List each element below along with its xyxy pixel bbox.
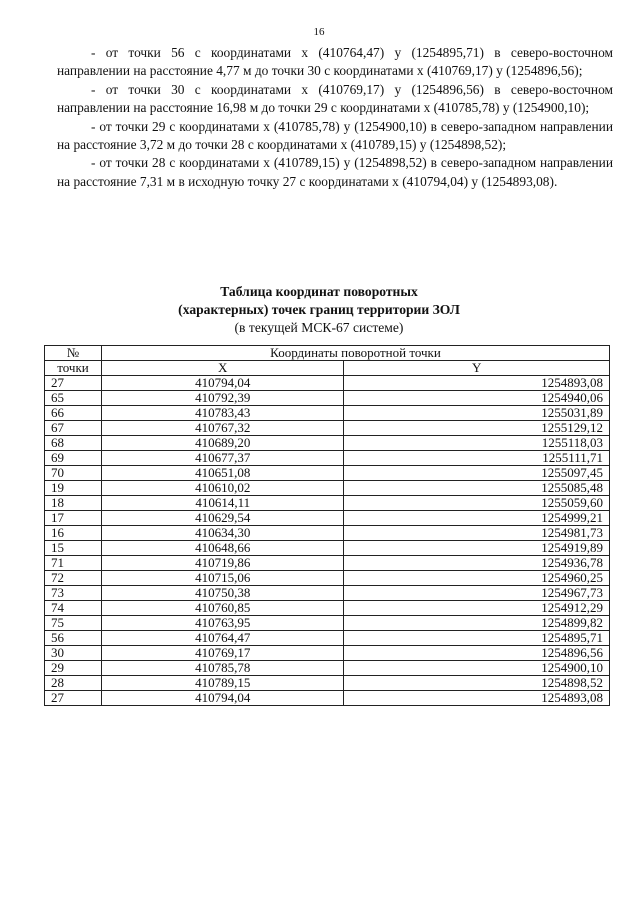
header-x: X bbox=[102, 361, 344, 376]
coordinates-table bbox=[44, 345, 610, 706]
table-row bbox=[45, 676, 610, 691]
x-coordinate-cell: 410677,37 bbox=[102, 451, 344, 466]
table-row bbox=[45, 511, 610, 526]
header-point-number-label: точки bbox=[45, 361, 102, 376]
x-coordinate-cell: 410614,11 bbox=[102, 496, 344, 511]
x-coordinate-cell: 410760,85 bbox=[102, 601, 344, 616]
x-coordinate-cell: 410789,15 bbox=[102, 676, 344, 691]
x-coordinate-cell: 410719,86 bbox=[102, 556, 344, 571]
y-coordinate-cell: 1254981,73 bbox=[344, 526, 610, 541]
y-coordinate-cell: 1254999,21 bbox=[344, 511, 610, 526]
x-coordinate-cell: 410792,39 bbox=[102, 391, 344, 406]
y-coordinate-cell: 1254960,25 bbox=[344, 571, 610, 586]
x-coordinate-cell: 410767,32 bbox=[102, 421, 344, 436]
table-title-line3: (в текущей МСК-67 системе) bbox=[234, 320, 404, 335]
y-coordinate-cell: 1254898,52 bbox=[344, 676, 610, 691]
x-coordinate-cell: 410651,08 bbox=[102, 466, 344, 481]
point-number-cell: 17 bbox=[45, 511, 102, 526]
y-coordinate-cell: 1255059,60 bbox=[344, 496, 610, 511]
y-coordinate-cell: 1254893,08 bbox=[344, 691, 610, 706]
point-number-cell: 71 bbox=[45, 556, 102, 571]
y-coordinate-cell: 1254899,82 bbox=[344, 616, 610, 631]
table-row bbox=[45, 436, 610, 451]
point-number-cell: 27 bbox=[45, 691, 102, 706]
table-row bbox=[45, 406, 610, 421]
y-coordinate-cell: 1254900,10 bbox=[344, 661, 610, 676]
table-title-line1: Таблица координат поворотных bbox=[220, 284, 418, 299]
point-number-cell: 67 bbox=[45, 421, 102, 436]
y-coordinate-cell: 1255031,89 bbox=[344, 406, 610, 421]
y-coordinate-cell: 1254893,08 bbox=[344, 376, 610, 391]
y-coordinate-cell: 1254912,29 bbox=[344, 601, 610, 616]
paragraph: - от точки 56 с координатами х (410764,47) у (1254895,71) в северо-восточном направлении на расстояние 4,77 м до точки 30 с координатами х (410769,17) у (1254896,56); bbox=[57, 45, 613, 79]
table-row bbox=[45, 376, 610, 391]
point-number-cell: 65 bbox=[45, 391, 102, 406]
x-coordinate-cell: 410794,04 bbox=[102, 691, 344, 706]
table-title bbox=[0, 283, 638, 337]
table-row bbox=[45, 631, 610, 646]
point-number-cell: 72 bbox=[45, 571, 102, 586]
y-coordinate-cell: 1254936,78 bbox=[344, 556, 610, 571]
point-number-cell: 74 bbox=[45, 601, 102, 616]
point-number-cell: 30 bbox=[45, 646, 102, 661]
table-header bbox=[45, 346, 610, 376]
y-coordinate-cell: 1255118,03 bbox=[344, 436, 610, 451]
y-coordinate-cell: 1255085,48 bbox=[344, 481, 610, 496]
table-row bbox=[45, 391, 610, 406]
point-number-cell: 18 bbox=[45, 496, 102, 511]
point-number-cell: 69 bbox=[45, 451, 102, 466]
x-coordinate-cell: 410715,06 bbox=[102, 571, 344, 586]
table-title-line2: (характерных) точек границ территории ЗОЛ bbox=[178, 302, 460, 317]
point-number-cell: 70 bbox=[45, 466, 102, 481]
table-row bbox=[45, 481, 610, 496]
table-row bbox=[45, 556, 610, 571]
page-number: 16 bbox=[313, 26, 325, 38]
point-number-cell: 75 bbox=[45, 616, 102, 631]
x-coordinate-cell: 410763,95 bbox=[102, 616, 344, 631]
header-y: Y bbox=[344, 361, 610, 376]
point-number-cell: 16 bbox=[45, 526, 102, 541]
point-number-cell: 15 bbox=[45, 541, 102, 556]
x-coordinate-cell: 410794,04 bbox=[102, 376, 344, 391]
table-row bbox=[45, 526, 610, 541]
table-row bbox=[45, 466, 610, 481]
x-coordinate-cell: 410634,30 bbox=[102, 526, 344, 541]
table-body bbox=[45, 376, 610, 706]
y-coordinate-cell: 1255097,45 bbox=[344, 466, 610, 481]
table-row bbox=[45, 661, 610, 676]
table-row bbox=[45, 541, 610, 556]
paragraph: - от точки 30 с координатами х (410769,17) у (1254896,56) в северо-восточном направлении на расстояние 16,98 м до точки 29 с координатами х (410785,78) у (1254900,10); bbox=[57, 81, 613, 116]
point-number-cell: 68 bbox=[45, 436, 102, 451]
x-coordinate-cell: 410783,43 bbox=[102, 406, 344, 421]
header-coordinates: Координаты поворотной точки bbox=[102, 346, 610, 361]
table-row bbox=[45, 616, 610, 631]
x-coordinate-cell: 410785,78 bbox=[102, 661, 344, 676]
table-row bbox=[45, 496, 610, 511]
y-coordinate-cell: 1254895,71 bbox=[344, 631, 610, 646]
point-number-cell: 29 bbox=[45, 661, 102, 676]
x-coordinate-cell: 410750,38 bbox=[102, 586, 344, 601]
y-coordinate-cell: 1255129,12 bbox=[344, 421, 610, 436]
point-number-cell: 28 bbox=[45, 676, 102, 691]
paragraph: - от точки 28 с координатами х (410789,15) у (1254898,52) в северо-западном направлении на расстояние 7,31 м в исходную точку 27 с координатами х (410794,04) у (1254893,08). bbox=[57, 155, 613, 189]
point-number-cell: 27 bbox=[45, 376, 102, 391]
y-coordinate-cell: 1254967,73 bbox=[344, 586, 610, 601]
y-coordinate-cell: 1255111,71 bbox=[344, 451, 610, 466]
y-coordinate-cell: 1254896,56 bbox=[344, 646, 610, 661]
boundary-description bbox=[57, 44, 613, 191]
table-row bbox=[45, 421, 610, 436]
table-row bbox=[45, 646, 610, 661]
table-row bbox=[45, 586, 610, 601]
x-coordinate-cell: 410769,17 bbox=[102, 646, 344, 661]
x-coordinate-cell: 410610,02 bbox=[102, 481, 344, 496]
paragraph: - от точки 29 с координатами х (410785,78) у (1254900,10) в северо-западном направлении на расстояние 3,72 м до точки 28 с координатами х (410789,15) у (1254898,52); bbox=[57, 118, 613, 153]
point-number-cell: 56 bbox=[45, 631, 102, 646]
y-coordinate-cell: 1254919,89 bbox=[344, 541, 610, 556]
x-coordinate-cell: 410764,47 bbox=[102, 631, 344, 646]
point-number-cell: 66 bbox=[45, 406, 102, 421]
table-row bbox=[45, 691, 610, 706]
point-number-cell: 73 bbox=[45, 586, 102, 601]
point-number-cell: 19 bbox=[45, 481, 102, 496]
header-point-number: № bbox=[45, 346, 102, 361]
table-row bbox=[45, 571, 610, 586]
x-coordinate-cell: 410648,66 bbox=[102, 541, 344, 556]
x-coordinate-cell: 410689,20 bbox=[102, 436, 344, 451]
x-coordinate-cell: 410629,54 bbox=[102, 511, 344, 526]
y-coordinate-cell: 1254940,06 bbox=[344, 391, 610, 406]
table-row bbox=[45, 451, 610, 466]
table-row bbox=[45, 601, 610, 616]
